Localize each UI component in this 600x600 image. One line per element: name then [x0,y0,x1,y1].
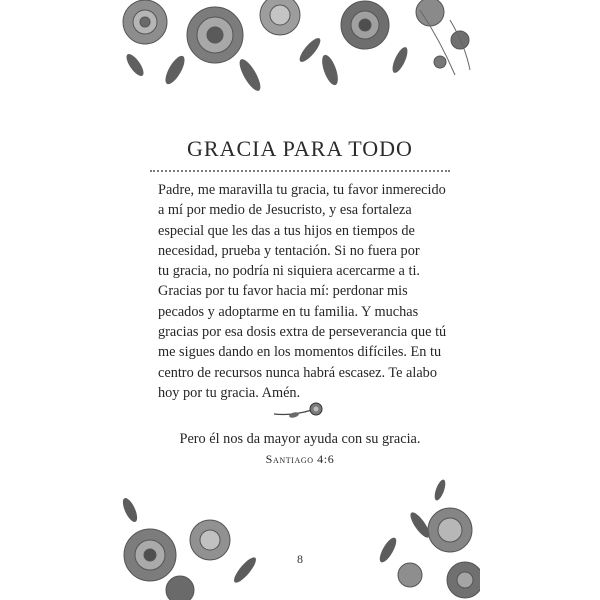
scripture-verse: Pero él nos da mayor ayuda con su gracia. [179,431,421,447]
rose-divider-icon [272,400,332,422]
prayer-line: necesidad, prueba y tentación. Si no fuera por [158,242,420,259]
prayer-text [148,180,458,403]
prayer-line: gracias por esa dosis extra de perseverancia que tú [158,324,447,341]
prayer-line: Gracias por tu favor hacia mí: perdonar mis [158,283,408,300]
prayer-line: me sigues dando en los momentos difíciles. En tu [158,344,442,361]
prayer-line: a mí por medio de Jesucristo, y esa fortaleza [158,202,412,219]
prayer-line: especial que les das a tus hijos en tiempos de [158,222,415,239]
scripture-reference: Santiago 4:6 [265,452,335,466]
page-title: GRACIA PARA TODO [187,136,413,161]
floral-top-border-icon [120,0,480,110]
prayer-line: centro de recursos nunca habrá escasez. Te alabo [158,364,437,381]
page-number: 8 [297,552,303,566]
book-page [120,0,480,600]
prayer-line: hoy por tu gracia. Amén. [158,384,301,401]
prayer-line: pecados y adoptarme en tu familia. Y muchas [158,303,419,320]
floral-bottom-border-icon [120,470,480,600]
prayer-line: Padre, me maravilla tu gracia, tu favor inmerecido [158,182,446,198]
dotted-divider [150,170,450,174]
prayer-line: tu gracia, no podría ni siquiera acercarme a ti. [158,263,420,280]
